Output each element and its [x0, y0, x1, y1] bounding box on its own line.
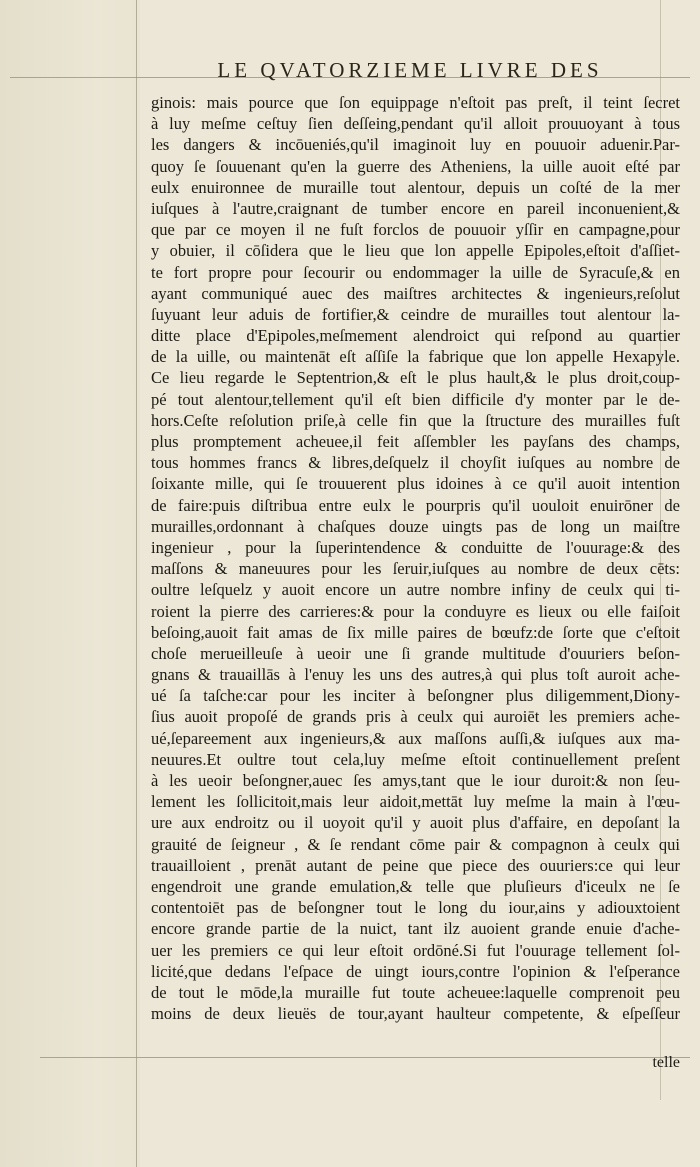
text-line: ure aux endroitz ou il uoyoit qu'il y auoit plus d'affaire, en depoſant la [151, 813, 680, 833]
text-line: licité,que dedans l'eſpace de uingt iours,contre l'opinion & l'eſperance [151, 961, 680, 981]
text-line: uer les premiers ce qui leur eſtoit ordōné.Si fut l'ouurage tellement ſol- [151, 940, 680, 960]
text-line: grauité de ſeigneur , & ſe rendant cōme pair & compagnon à ceulx qui [151, 834, 680, 854]
text-line: ingenieur , pour la ſuperintendence & conduitte de l'ouurage:& des [151, 537, 680, 557]
text-line: les dangers & incōueniés,qu'il imaginoit luy en pouuoir aduenir.Par- [151, 135, 680, 155]
text-line: tous hommes francs & libres,deſquelz il choyſit iuſques au nombre de [151, 453, 680, 473]
text-block [151, 92, 680, 1024]
text-line: ſius auoit propoſé de grands pris à ceulx qui auroiēt les premiers ache- [151, 707, 680, 727]
text-line: hors.Ceſte reſolution priſe,à celle fin que la ſtructure des murailles fuſt [151, 410, 680, 430]
text-line: eulx enuironnee de muraille tout alentour, depuis un coſté de la mer [151, 177, 680, 197]
text-line: murailles,ordonnant à chaſques douze uingts pas de long un maiſtre [151, 516, 680, 536]
text-line: Ce lieu regarde le Septentrion,& eſt le plus hault,& le plus droit,coup- [151, 368, 680, 388]
text-line: engendroit une grande emulation,& telle que pluſieurs d'iceulx ne ſe [151, 876, 680, 896]
text-line: à les ueoir beſongner,auec ſes amys,tant que le iour duroit:& non ſeu- [151, 771, 680, 790]
running-head: LE QVATORZIEME LIVRE DES [217, 58, 603, 82]
text-line: lement les ſollicitoit,mais leur aidoit,mettāt luy meſme la main à l'œu- [151, 792, 680, 812]
text-line: plus promptement acheuee,il feit aſſembler les payſans des champs, [151, 432, 680, 451]
text-line: maſſons & maneuures pour les ſeruir,iuſques au nombre de deux cēts: [151, 559, 680, 579]
margin-rule-left [136, 0, 137, 1167]
page-gutter [0, 0, 140, 1167]
text-line: beſoing,auoit fait amas de ſix mille paires de bœufz:de ſorte que c'eſtoit [151, 622, 680, 642]
text-line: te fort propre pour ſecourir ou endommager la uille de Syracuſe,& en [151, 262, 680, 282]
text-line: ué ſa taſche:car pour les inciter à beſongner plus diligemment,Diony- [151, 686, 680, 706]
catchword: telle [652, 1054, 680, 1071]
text-line: de tout le mōde,la muraille fut toute acheuee:laquelle comprenoit peu [151, 982, 680, 1002]
text-line: de faire:puis diſtribua entre eulx le pourpris qu'il uouloit enuirōner de [151, 495, 680, 515]
text-line: ué,ſepareement aux ingenieurs,& aux maſſons auſſi,& iuſques aux ma- [151, 728, 680, 748]
text-line: de la uille, ou maintenāt eſt aſſiſe la fabrique que lon appelle Hexapyle. [151, 347, 680, 367]
text-line: trauailloient , prenāt autant de peine que piece des ouuriers:ce qui leur [151, 855, 680, 875]
footer-rule [40, 1057, 690, 1058]
text-line: pé tout alentour,tellement qu'il eſt bien difficile d'y monter par le de- [151, 389, 680, 409]
text-line: ayant communiqué auec des maiſtres architectes & ingenieurs,reſolut [151, 283, 680, 303]
text-line: neuures.Et oultre tout cela,luy meſme eſtoit continuellement preſent [151, 749, 680, 769]
text-line: oultre leſquelz y auoit encore un autre nombre infiny de ceulx qui ti- [151, 580, 680, 600]
text-line: gnans & trauaillās à l'enuy les uns des autres,à qui plus toſt auroit ache- [151, 665, 680, 685]
text-line: iuſques à l'autre,craignant de tumber encore en pareil inconuenient,& [151, 198, 680, 218]
text-line: choſe merueilleuſe à ueoir une ſi grande multitude d'ouuriers beſon- [151, 643, 680, 663]
text-line: ditte place d'Epipoles,meſmement alendroict qui reſpond au quartier [151, 326, 680, 346]
text-line: encore grande partie de la nuict, tant ilz auoient grande enuie d'ache- [151, 919, 680, 939]
text-line: ſoixante mille, qui ſe trouuerent plus idoines à ce qu'il auoit intention [151, 474, 680, 494]
text-line: ginois: mais pource que ſon equippage n'eſtoit pas preſt, il teint ſecret [151, 93, 680, 112]
text-line: que par ce moyen il ne fuſt forclos de pouuoir yſſir en campagne,pour [151, 220, 680, 240]
text-line: roient la pierre des carrieres:& pour la conduyre es lieux ou elle faiſoit [151, 601, 680, 621]
text-line: y obuier, il cōſidera que le lieu que lon appelle Epipoles,eſtoit d'aſſiet- [151, 241, 680, 261]
text-line: ſuyuant leur aduis de fortifier,& ceindre de murailles tout alentour la- [151, 304, 680, 324]
text-line: contentoiēt pas de beſongner tout le long du iour,ains y adiouxtoient [151, 898, 680, 918]
text-line: moins de deux lieuës de tour,ayant haulteur competente, & eſpeſſeur [151, 1004, 680, 1024]
text-line: quoy ſe ſouuenant qu'en la guerre des Atheniens, la uille auoit eſté par [151, 156, 680, 176]
text-line: à luy meſme ceſtuy ſien deſſeing,pendant qu'il alloit prouuoyant à tous [151, 114, 680, 134]
